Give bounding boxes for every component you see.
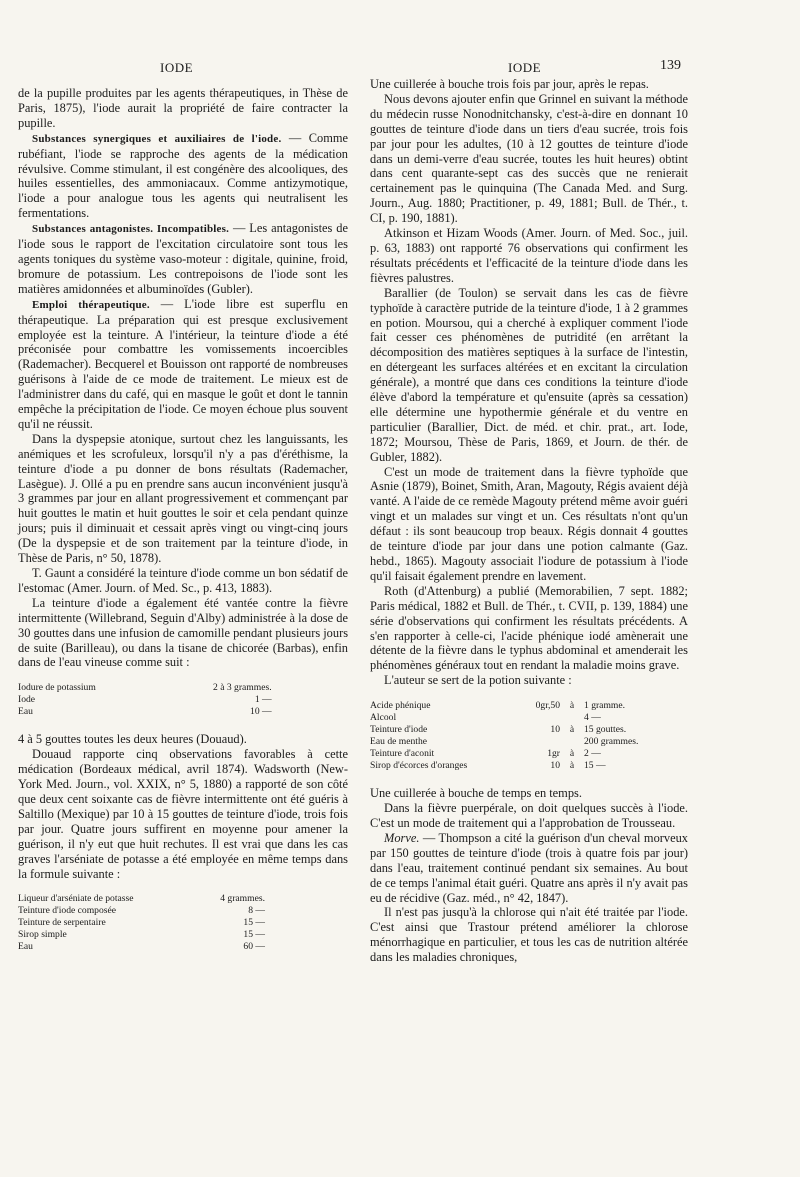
paragraph: Dans la dyspepsie atonique, surtout chez les languissants, les anémiques et les scrofuleux, lorsqu'il n'y a pas d'éréthisme, la teinture d'iode a pu donner de bons résultats (Rademacher, Lasègue). J. Ollé a pu en prendre sans aucun inconvénient jusqu'à 3 grammes par jour en allant progressivement et commençant par huit gouttes le matin et huit gouttes le soir et cela pendant quinze jours; puis il diminuait et cessait après vingt ou vingt-cinq jours (De la dyspepsie et de son traitement par la teinture d'iode, in Thèse de Paris, n° 50, 1878).: [18, 431, 348, 566]
paragraph: Emploi thérapeutique. — L'iode libre est superflu en thérapeutique. La préparation qui est presque exclusivement employée est la teinture. A l'intérieur, la teinture d'iode a été préconisée pour combattre les vomissements incoercibles (Rademacher). Becquerel et Bouisson ont rapporté de nombreuses guérisons à l'aide de ce mode de traitement. Le mieux est de l'administrer dans du café, qui en masque le goût et dont le tannin empêche la précipitation de l'iode. Ce moyen échoue plus souvent qu'il ne réussit.: [18, 296, 348, 431]
recipe-row: Eau 10 —: [18, 706, 272, 718]
paragraph: L'auteur se sert de la potion suivante :: [384, 673, 572, 688]
recipe-row: Sirop simple 15 —: [18, 929, 265, 941]
recipe-row: Teinture de serpentaire 15 —: [18, 917, 265, 929]
paragraph: Il n'est pas jusqu'à la chlorose qui n'ait été traitée par l'iode. C'est ainsi que Trastour prétend améliorer la chlorose ménorrhagique en particulier, et tous les cas de nutrition altérée dans les maladies chroniques,: [370, 905, 688, 965]
paragraph: Substances synergiques et auxiliaires de l'iode. — Comme rubéfiant, l'iode se rapproche des agents de la médication révulsive. Comme stimulant, il est congénère des alcooliques, des huiles essentielles, des ammoniacaux. Comme antizymotique, l'iode a pour analogue tous les agents qui neutralisent les fermentations.: [18, 130, 348, 221]
paragraph: Dans la fièvre puerpérale, on doit quelques succès à l'iode. C'est un mode de traitement qui a l'approbation de Trousseau.: [370, 801, 688, 830]
page-number: 139: [660, 58, 681, 73]
left-column: [18, 60, 348, 967]
paragraph: Roth (d'Attenburg) a publié (Memorabilien, 7 sept. 1882; Paris médical, 1882 et Bull. de Thér., t. CVII, p. 139, 1884) une série d'observations qui confirment les résultats précédents. A s'en rapporter à celle-ci, l'acide phénique iodé amènerait une détente de la fièvre dans le typhus abdominal et amenderait les phénomènes généraux tout en rendant la maladie moins grave.: [370, 583, 688, 673]
recipe-row: Teinture d'iode composée 8 —: [18, 905, 265, 917]
paragraph: Barallier (de Toulon) se servait dans les cas de fièvre typhoïde à caractère putride de la teinture d'iode, 1 à 2 grammes en potion. Moursou, qui a cherché à expliquer comment l'iode fait cesser ces phénomènes de putridité (en arrêtant la décomposition des matières septiques à la surface de l'intestin, en détergeant les surfaces altérées et en excitant la circulation générale), a montré que dans ces conditions la teinture d'iode élève d'abord la température et qu'ensuite (après sa cessation) elle détermine une hypothermie générale et du ventre en particulier (Barallier, Dict. de méd. et chir. prat., art. Iode, 1872; Moursou, Thèse de Paris, 1869, et Journ. de thér. de Gubler, 1882).: [370, 285, 688, 464]
section-heading: Substances antagonistes. Incompatibles.: [32, 223, 230, 236]
recipe-table: [370, 700, 688, 772]
section-heading: Morve.: [384, 830, 420, 845]
recipe-row: Eau 60 —: [18, 941, 265, 953]
paragraph: Douaud rapporte cinq observations favorables à cette médication (Bordeaux médical, avril 1874). Wadsworth (New-York Med. Journ., vol. XXIX, n° 5, 1880) a rapporté de son côté que deux cent soixante cas de fièvre intermittente ont été guéris à Saltillo (Mexique) par 10 à 15 gouttes de teinture d'iode, trois fois par jour. Quatre jours suffirent en moyenne pour amener la guérison, il n'y eut que huit rechutes. Il est vrai que dans les cas graves l'arséniate de potasse a été employée en même temps dans la formule suivante :: [18, 747, 348, 881]
paragraph: T. Gaunt a considéré la teinture d'iode comme un bon sédatif de l'estomac (Amer. Journ. of Med. Sc., p. 413, 1883).: [18, 566, 348, 595]
paragraph: Atkinson et Hizam Woods (Amer. Journ. of Med. Soc., juil. p. 63, 1883) ont rapporté 76 observations qui confirment les résultats précédents et l'efficacité de la teinture d'iode dans les fièvres palustres.: [370, 226, 688, 285]
section-heading: Substances synergiques et auxiliaires de l'iode.: [32, 132, 282, 145]
paragraph: Substances antagonistes. Incompatibles. — Les antagonistes de l'iode sous le rapport de l'excitation circulatoire sont tous les agents toniques du système vaso-moteur : digitale, quinine, froid, bromure de potassium. Les contrepoisons de l'iode sont les matières amidonnées et albuminoïdes (Gubler).: [18, 221, 348, 296]
paragraph: Morve. — Thompson a cité la guérison d'un cheval morveux par 150 gouttes de teinture d'iode (trois à quatre fois par jour) dans l'eau, traitement continué pendant six semaines. Au bout de ce temps l'animal était guéri. Quatre ans après il n'y avait pas eu de récidive (Gaz. méd., n° 42, 1847).: [370, 830, 688, 905]
recipe-row: Iodure de potassium 2 à 3 grammes.: [18, 682, 272, 694]
paragraph: C'est un mode de traitement dans la fièvre typhoïde que Asnie (1879), Boinet, Smith, Aran, Magouty, Régis avaient déjà vanté. A l'aide de ce remède Magouty prétend même avoir guéri vingt et un malades sur vingt et un. Ces résultats n'ont qu'un défaut : ils sont beaucoup trop beaux. Régis donnait 4 gouttes de teinture d'iode par jour dans une potion calmante (Gaz. hebd., 1865). Magouty associait l'iodure de potassium à l'iode qu'il faisait également prendre en lavement.: [370, 464, 688, 583]
recipe-row: Acide phénique 0gr,50 à 1 gramme.: [370, 700, 626, 712]
paragraph: La teinture d'iode a également été vantée contre la fièvre intermittente (Willebrand, Seguin d'Alby) administrée à la dose de 30 gouttes dans une infusion de camomille pendant plusieurs jours de suite (Barilleau), ou dans la tisane de chicorée (Barbas), enfin dans de l'eau vineuse comme suit :: [18, 595, 349, 670]
recipe-row: Iode 1 —: [18, 694, 272, 706]
recipe-row: Teinture d'aconit 1gr à 2 —: [370, 748, 601, 760]
paragraph: 4 à 5 gouttes toutes les deux heures (Douaud).: [18, 732, 247, 747]
running-header-left: IODE: [160, 60, 194, 75]
running-header-right: IODE: [508, 60, 542, 75]
recipe-table: [18, 682, 348, 718]
paragraph: Nous devons ajouter enfin que Grinnel en suivant la méthode du médecin russe Nonodnitchansky, c'est-à-dire en donnant 10 gouttes de teinture d'iode dans un tiers d'eau sucrée, trois fois par jour pour les adultes, (10 à 12 gouttes de teinture d'iode dans un demi-verre d'eau sucrée, toutes les huit heures) obtint dans cent quarante-sept cas des succès que ne renierait certainement pas le quinquina (The Canada Med. and Surg. Journ., Aug. 1880; Practitioner, p. 49, 1881; Bull. de Thér., t. CI, p. 190, 1881).: [370, 91, 688, 226]
right-column: [370, 60, 688, 965]
section-heading: Emploi thérapeutique.: [32, 298, 150, 311]
recipe-row: Liqueur d'arséniate de potasse 4 grammes.: [18, 893, 265, 905]
paragraph: Une cuillerée à bouche trois fois par jour, après le repas.: [370, 77, 649, 91]
paragraph: de la pupille produites par les agents thérapeutiques, in Thèse de Paris, 1875), l'iode aurait la propriété de faire contracter la pupille.: [18, 86, 348, 130]
recipe-row: Eau de menthe 200 grammes.: [370, 736, 639, 748]
paragraph: Une cuillerée à bouche de temps en temps.: [370, 786, 582, 801]
recipe-row: Sirop d'écorces d'oranges 10 à 15 —: [370, 760, 606, 772]
recipe-row: Teinture d'iode 10 à 15 gouttes.: [370, 724, 627, 736]
recipe-row: Alcool 4 —: [370, 712, 601, 724]
recipe-table: [18, 893, 348, 953]
